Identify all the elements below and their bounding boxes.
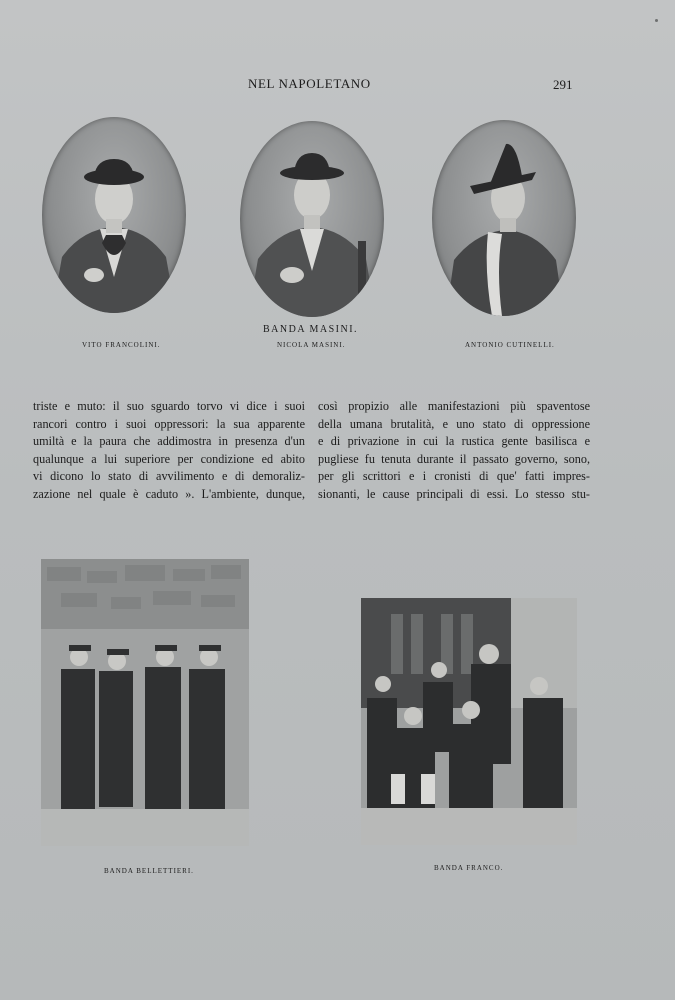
- text-line: vi dicono lo stato di avvilimento e di demoraliz-: [33, 469, 305, 484]
- portrait-antonio-cutinelli: [432, 120, 576, 316]
- portrait-nicola-masini: [240, 121, 384, 317]
- caption-banda-masini: BANDA MASINI.: [263, 324, 359, 335]
- photo-banda-franco: [361, 598, 577, 845]
- text-line: qualunque a lui superiore per condizione ed abito: [33, 451, 305, 466]
- running-header: NEL NAPOLETANO: [248, 76, 371, 91]
- page-speck: [655, 19, 658, 22]
- page-number: 291: [553, 77, 573, 92]
- body-text-right-column: [318, 398, 590, 504]
- portrait-figure-icon: [42, 117, 186, 313]
- caption-nicola-masini: NICOLA MASINI.: [277, 341, 346, 349]
- text-line: sionanti, le cause principali di essi. Lo stesso stu-: [318, 486, 590, 501]
- group-photo-icon: [41, 559, 249, 846]
- text-line: per gli scrittori e i cronisti di que' fatti impres-: [318, 469, 590, 484]
- caption-vito-francolini: VITO FRANCOLINI.: [82, 341, 161, 349]
- text-line: della umana brutalità, e uno stato di oppressione: [318, 416, 590, 431]
- portrait-figure-icon: [432, 120, 576, 316]
- photo-banda-bellettieri: [41, 559, 249, 846]
- portrait-vito-francolini: [42, 117, 186, 313]
- text-line: pugliese fu tenuta durante il passato governo, sono,: [318, 451, 590, 466]
- caption-banda-franco: BANDA FRANCO.: [434, 864, 504, 872]
- text-line: rancori contro i suoi oppressori: la sua apparente: [33, 416, 305, 431]
- text-line: umiltà e la paura che addimostra in presenza d'un: [33, 434, 305, 449]
- body-text-left-column: [33, 398, 305, 504]
- caption-antonio-cutinelli: ANTONIO CUTINELLI.: [465, 341, 555, 349]
- text-line: e di privazione in cui la rustica gente basilisca e: [318, 434, 590, 449]
- text-line: triste e muto: il suo sguardo torvo vi dice i suoi: [33, 399, 305, 413]
- text-line: così propizio alle manifestazioni più spaventose: [318, 399, 590, 413]
- text-line: zazione nel quale è caduto ». L'ambiente, dunque,: [33, 486, 305, 501]
- group-photo-icon: [361, 598, 577, 845]
- caption-banda-bellettieri: BANDA BELLETTIERI.: [104, 867, 194, 875]
- portrait-figure-icon: [240, 121, 384, 317]
